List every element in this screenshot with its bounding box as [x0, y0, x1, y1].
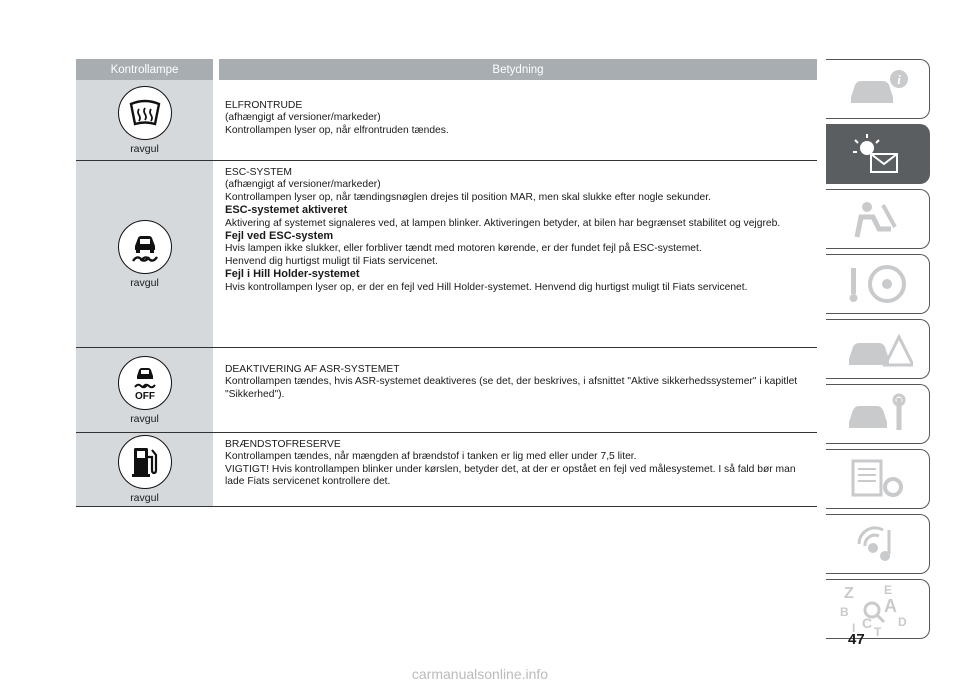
- warning-lights-table: [76, 59, 817, 507]
- meaning-cell: [219, 80, 817, 160]
- meaning-cell: [219, 433, 817, 506]
- meaning-cell: [219, 348, 817, 432]
- desc-title: BRÆNDSTOFRESERVE: [225, 439, 341, 450]
- svg-text:T: T: [873, 625, 881, 636]
- table-row: [76, 348, 817, 433]
- lamp-cell: [76, 161, 213, 347]
- maintenance-car-wrench-icon[interactable]: [826, 384, 930, 444]
- steering-key-icon[interactable]: [826, 254, 930, 314]
- desc-line: (afhængigt af versioner/markeder): [225, 179, 381, 191]
- lamp-color-label: ravgul: [130, 276, 159, 289]
- desc-title: ELFRONTRUDE: [225, 100, 303, 111]
- desc-subheading: Fejl i Hill Holder-systemet: [225, 268, 360, 281]
- svg-text:I: I: [851, 621, 855, 635]
- esc-skid-car-icon: [118, 220, 172, 274]
- lamp-color-label: ravgul: [130, 412, 159, 425]
- svg-text:D: D: [897, 615, 907, 629]
- svg-text:Z: Z: [843, 585, 854, 602]
- desc-title: ESC-SYSTEM: [225, 167, 292, 178]
- desc-line: Hvis kontrollampen lyser op, er der en fejl ved Hill Holder-systemet. Henvend dig hurtigst muligt til Fiats servicenet.: [225, 281, 748, 293]
- multimedia-icon[interactable]: [826, 514, 930, 574]
- desc-line: Kontrollampen tændes, når mængden af brændstof i tanken er lig med eller under 7,5 liter.: [225, 451, 637, 463]
- warning-lights-message-icon[interactable]: [826, 124, 930, 184]
- asr-off-icon: [118, 356, 172, 410]
- safety-airbag-icon[interactable]: [826, 189, 930, 249]
- car-info-icon[interactable]: [826, 59, 930, 119]
- desc-line: Aktivering af systemet signaleres ved, at lampen blinker. Aktiveringen betyder, at bilen har begrænset stabilitet og vejgreb.: [225, 217, 781, 229]
- svg-text:OFF: OFF: [134, 390, 155, 401]
- svg-text:i: i: [896, 72, 901, 87]
- fuel-pump-icon: [118, 435, 172, 489]
- header-col-lamp: Kontrollampe: [76, 59, 213, 80]
- table-row: [76, 433, 817, 507]
- chapter-tabs: [826, 59, 930, 644]
- desc-line: VIGTIGT! Hvis kontrollampen blinker under kørslen, betyder det, at der er opstået en fejl ved målesystemet. I så fald bør man lade Fiats servicenet kontrollere det.: [225, 463, 796, 488]
- desc-title: DEAKTIVERING AF ASR-SYSTEMET: [225, 364, 400, 375]
- watermark: carmanualsonline.info: [411, 666, 549, 682]
- table-header: [76, 59, 817, 80]
- desc-line: (afhængigt af versioner/markeder): [225, 112, 381, 124]
- desc-line: Henvend dig hurtigst muligt til Fiats servicenet.: [225, 255, 438, 267]
- svg-text:A: A: [883, 596, 897, 616]
- lamp-cell: [76, 348, 213, 432]
- index-letters-icon[interactable]: [826, 579, 930, 639]
- emergency-car-icon[interactable]: [826, 319, 930, 379]
- meaning-cell: [219, 161, 817, 347]
- svg-text:E: E: [883, 583, 892, 597]
- desc-line: Kontrollampen lyser op, når tændingsnøglen drejes til position MAR, men skal slukke efter nogle sekunder.: [225, 191, 711, 203]
- defrost-windshield-icon: [118, 86, 172, 140]
- desc-line: Kontrollampen tændes, hvis ASR-systemet deaktiveres (se det, der beskrives, i afsnittet "Aktive sikkerhedssystemer" i kapitlet "Sikkerhed").: [225, 376, 798, 400]
- svg-text:B: B: [839, 605, 849, 619]
- header-col-meaning: Betydning: [219, 59, 817, 80]
- lamp-cell: [76, 80, 213, 160]
- lamp-color-label: ravgul: [130, 492, 159, 504]
- specs-gear-icon[interactable]: [826, 449, 930, 509]
- desc-line: Kontrollampen lyser op, når elfrontruden tændes.: [225, 124, 449, 136]
- desc-subheading: ESC-systemet aktiveret: [225, 204, 348, 217]
- page-number: 47: [848, 631, 865, 648]
- table-row: [76, 80, 817, 161]
- lamp-cell: [76, 433, 213, 506]
- table-row: [76, 161, 817, 348]
- svg-text:C: C: [861, 615, 872, 631]
- lamp-color-label: ravgul: [130, 142, 159, 155]
- desc-line: Hvis lampen ikke slukker, eller forbliver tændt med motoren kørende, er der fundet fejl på ESC-systemet.: [225, 243, 702, 255]
- desc-subheading: Fejl ved ESC-system: [225, 230, 334, 243]
